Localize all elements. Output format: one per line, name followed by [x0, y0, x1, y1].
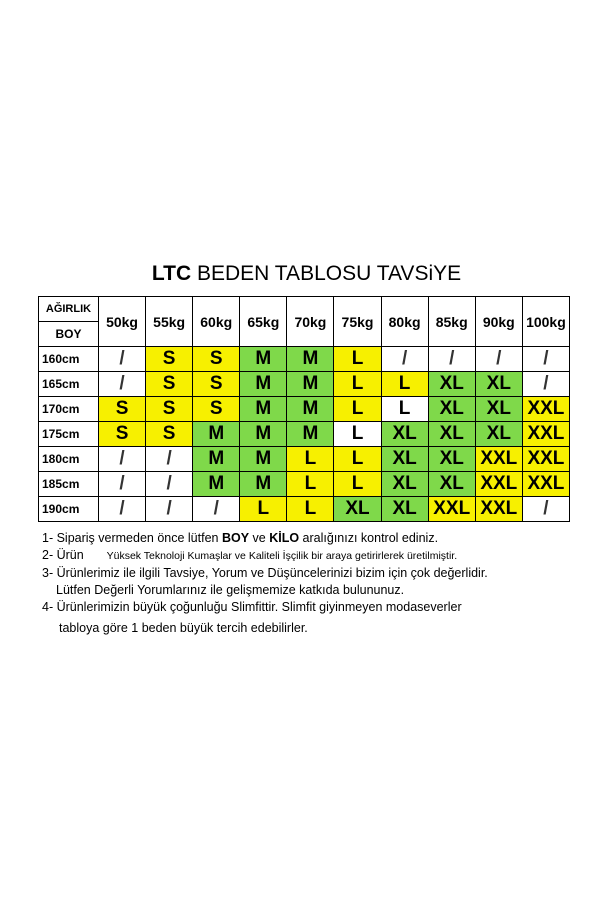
table-row: [39, 347, 570, 372]
size-cell: XL: [475, 397, 522, 422]
table-row: [39, 447, 570, 472]
height-label: 160cm: [39, 347, 99, 372]
size-cell: S: [193, 347, 240, 372]
note-1-text-a: 1- Sipariş vermeden önce lütfen: [42, 531, 222, 545]
size-cell-empty: /: [99, 447, 146, 472]
size-cell: L: [287, 447, 334, 472]
size-cell-empty: /: [381, 347, 428, 372]
weight-header: 65kg: [240, 297, 287, 347]
size-cell: XL: [475, 422, 522, 447]
size-cell-empty: /: [146, 472, 193, 497]
size-cell: XL: [428, 397, 475, 422]
height-label: 165cm: [39, 372, 99, 397]
size-cell-empty: /: [99, 472, 146, 497]
header-row: [39, 297, 570, 322]
size-cell: XXL: [522, 447, 569, 472]
note-2: [42, 547, 602, 565]
size-cell: XL: [475, 372, 522, 397]
size-cell: XXL: [475, 472, 522, 497]
size-cell: S: [99, 397, 146, 422]
notes: [42, 530, 602, 637]
height-label: 180cm: [39, 447, 99, 472]
size-cell: L: [287, 497, 334, 522]
size-cell: M: [287, 422, 334, 447]
size-cell: M: [240, 397, 287, 422]
size-cell: M: [193, 472, 240, 497]
page-title: [0, 262, 613, 286]
size-cell: XXL: [522, 397, 569, 422]
note-2-label: 2- Ürün: [42, 548, 84, 562]
size-cell: L: [334, 347, 381, 372]
size-cell: XL: [428, 422, 475, 447]
size-cell: M: [240, 422, 287, 447]
size-cell-empty: /: [99, 347, 146, 372]
note-1-kilo: KİLO: [269, 531, 300, 545]
brand-name: LTC: [151, 262, 192, 285]
note-4: 4- Ürünlerimizin büyük çoğunluğu Slimfittir. Slimfit giyinmeyen modaseverler: [42, 600, 462, 614]
table-row: [39, 497, 570, 522]
size-cell: L: [334, 397, 381, 422]
size-cell-empty: /: [146, 447, 193, 472]
size-cell: M: [287, 372, 334, 397]
size-cell: S: [146, 397, 193, 422]
size-cell-empty: /: [475, 347, 522, 372]
table-row: [39, 472, 570, 497]
note-4-continued: tabloya göre 1 beden büyük tercih edebilirler.: [59, 621, 308, 635]
size-cell-empty: /: [99, 372, 146, 397]
size-cell: M: [287, 397, 334, 422]
size-cell: XXL: [428, 497, 475, 522]
size-cell: M: [240, 472, 287, 497]
size-cell: XL: [428, 447, 475, 472]
weight-header: 80kg: [381, 297, 428, 347]
size-cell: XL: [381, 422, 428, 447]
size-cell: S: [193, 372, 240, 397]
note-2-text: Yüksek Teknoloji Kumaşlar ve Kaliteli İşçilik bir araya getirirlerek üretilmiştir.: [106, 550, 458, 562]
size-cell: S: [146, 347, 193, 372]
size-cell: XXL: [522, 472, 569, 497]
weight-header: 100kg: [522, 297, 569, 347]
size-cell-empty: /: [99, 497, 146, 522]
weight-header: 75kg: [334, 297, 381, 347]
size-cell: XL: [428, 472, 475, 497]
table-row: [39, 422, 570, 447]
size-cell-empty: /: [522, 372, 569, 397]
height-label: 185cm: [39, 472, 99, 497]
size-cell: XL: [381, 447, 428, 472]
weight-header: 70kg: [287, 297, 334, 347]
size-cell: L: [381, 372, 428, 397]
weight-header: 90kg: [475, 297, 522, 347]
size-cell: M: [240, 372, 287, 397]
note-3-continued: Lütfen Değerli Yorumlarınız ile gelişmemize katkıda bulununuz.: [56, 583, 405, 597]
size-cell: M: [240, 347, 287, 372]
size-cell: XL: [428, 372, 475, 397]
weight-header: 50kg: [99, 297, 146, 347]
weight-header: 60kg: [193, 297, 240, 347]
size-cell: S: [99, 422, 146, 447]
size-cell-empty: /: [428, 347, 475, 372]
size-cell: M: [287, 347, 334, 372]
size-cell: L: [334, 422, 381, 447]
weight-header: 55kg: [146, 297, 193, 347]
size-cell: L: [334, 472, 381, 497]
corner-weight-label: AĞIRLIK: [39, 297, 99, 322]
title-text: BEDEN TABLOSU TAVSiYE: [196, 262, 462, 285]
size-cell: L: [240, 497, 287, 522]
size-cell: XXL: [522, 422, 569, 447]
size-cell: S: [146, 422, 193, 447]
height-label: 190cm: [39, 497, 99, 522]
height-label: 175cm: [39, 422, 99, 447]
size-cell: L: [287, 472, 334, 497]
size-cell-empty: /: [522, 497, 569, 522]
size-cell: M: [193, 447, 240, 472]
size-chart-table: [38, 296, 570, 522]
table-row: [39, 397, 570, 422]
size-cell: XXL: [475, 497, 522, 522]
corner-height-label: BOY: [39, 322, 99, 347]
table-row: [39, 372, 570, 397]
note-3: 3- Ürünlerimiz ile ilgili Tavsiye, Yorum ve Düşüncelerinizi bizim için çok değerlidir.: [42, 566, 488, 580]
size-cell: S: [193, 397, 240, 422]
size-cell-empty: /: [193, 497, 240, 522]
height-label: 170cm: [39, 397, 99, 422]
size-cell: S: [146, 372, 193, 397]
size-cell: L: [381, 397, 428, 422]
note-1: [42, 530, 602, 547]
size-cell: L: [334, 447, 381, 472]
size-cell-empty: /: [522, 347, 569, 372]
size-cell: XL: [381, 472, 428, 497]
size-cell: XXL: [475, 447, 522, 472]
note-1-ve: ve: [249, 531, 270, 545]
size-cell: M: [240, 447, 287, 472]
size-cell: L: [334, 372, 381, 397]
size-cell-empty: /: [146, 497, 193, 522]
size-cell: M: [193, 422, 240, 447]
size-cell: XL: [334, 497, 381, 522]
weight-header: 85kg: [428, 297, 475, 347]
note-1-boy: BOY: [221, 531, 250, 545]
note-1-text-b: aralığınızı kontrol ediniz.: [299, 531, 439, 545]
size-cell: XL: [381, 497, 428, 522]
